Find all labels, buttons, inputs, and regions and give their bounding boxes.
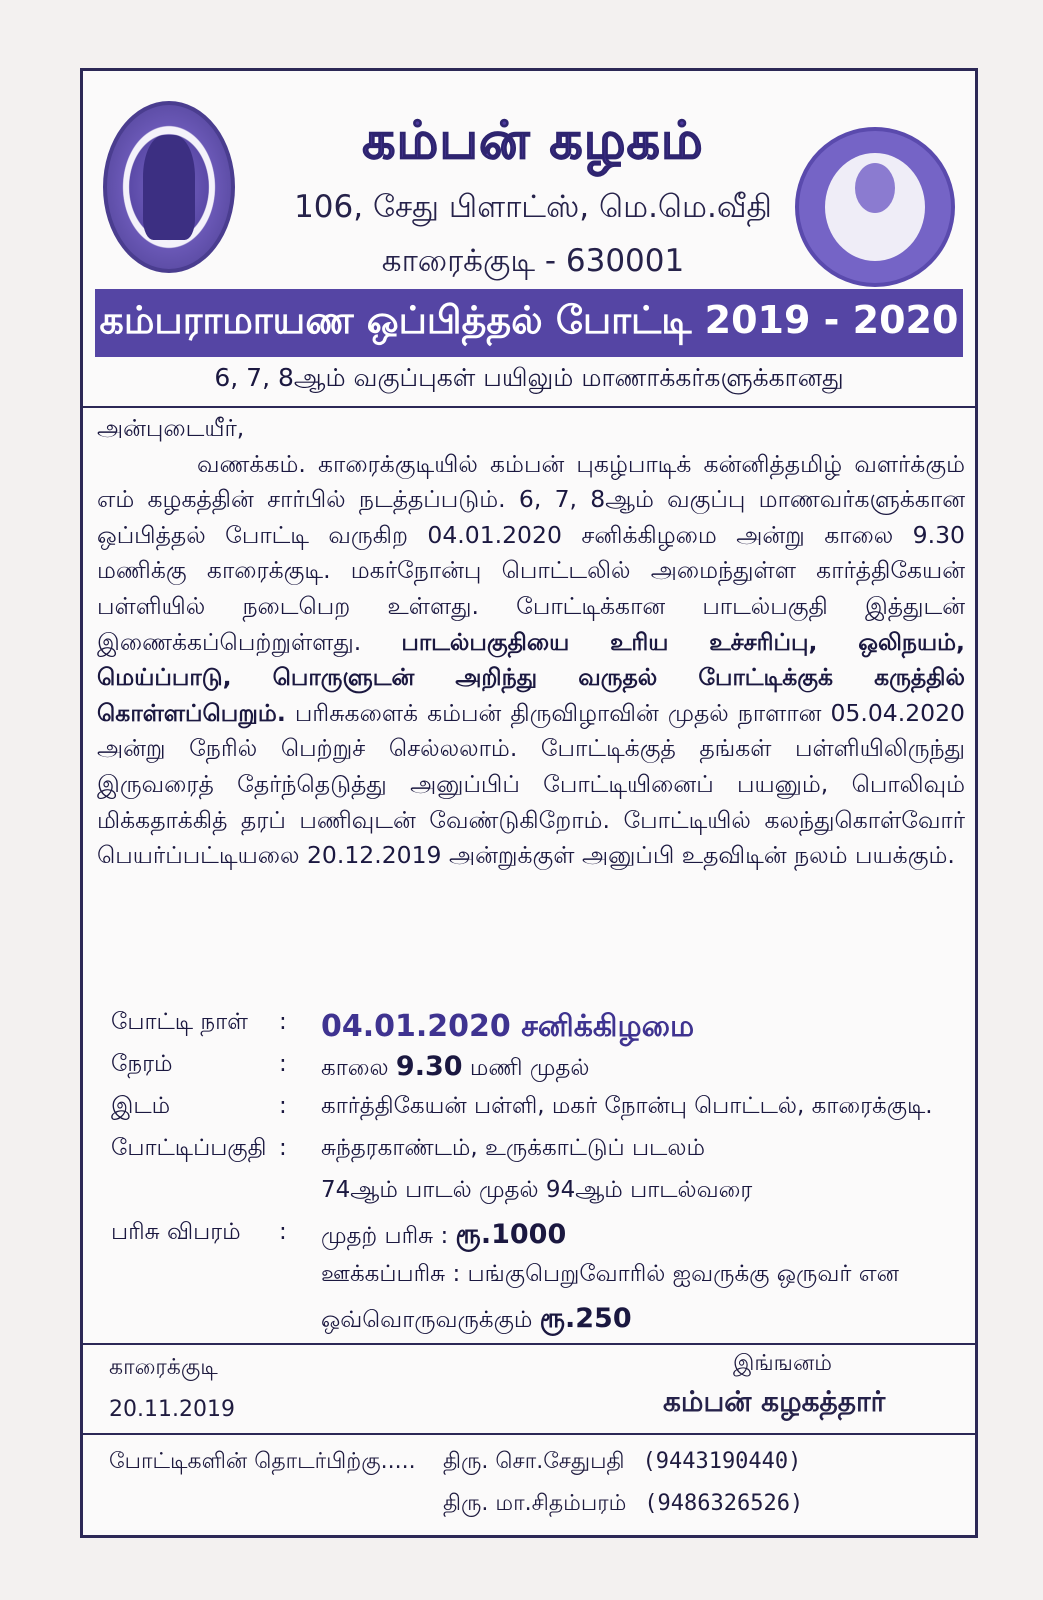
date-value: 04.01.2020 சனிக்கிழமை xyxy=(321,1009,695,1044)
paragraph-part-2: பரிசுகளைக் கம்பன் திருவிழாவின் முதல் நாளான 05.04.2020 அன்று நேரில் பெற்றுச் செல்லலாம். போட்டிக்குத் தங்கள் பள்ளியிலிருந்து இருவரைத் தேர்ந்தெடுத்து அனுப்பிப் போட்டியினைப் பயனும், பொலிவும் மிக்கதாக்கித் தரப் பணிவுடன் வேண்டுகிறோம். போட்டியில் கலந்துகொள்வோர் பெயர்ப்பட்டியலை 20.12.2019 அன்றுக்குள் அனுப்பி உதவிடின் நலம் பயக்கும். xyxy=(97,698,966,870)
prize-label: பரிசு விபரம் xyxy=(111,1219,241,1245)
detail-row-section-cont xyxy=(111,1177,961,1219)
section-value-1: சுந்தரகாண்டம், உருக்காட்டுப் படலம் xyxy=(321,1135,705,1161)
portrait-frame xyxy=(825,153,925,261)
portrait-face xyxy=(855,163,895,213)
letter-paragraph xyxy=(97,447,965,874)
signer: கம்பன் கழகத்தார் xyxy=(663,1385,886,1418)
detail-row-consolation xyxy=(111,1261,961,1303)
detail-row-time xyxy=(111,1051,961,1093)
competition-details xyxy=(111,1009,961,1345)
colon: : xyxy=(279,1093,287,1119)
section-value-2: 74ஆம் பாடல் முதல் 94ஆம் பாடல்வரை xyxy=(321,1177,753,1203)
time-label: நேரம் xyxy=(111,1051,173,1077)
time-number: 9.30 xyxy=(395,1051,463,1082)
header xyxy=(83,71,975,289)
consolation-each xyxy=(321,1303,961,1338)
contact-1-phone: (9443190440) xyxy=(642,1449,802,1474)
first-prize-label: முதற் பரிசு : xyxy=(321,1223,449,1249)
detail-row-venue xyxy=(111,1093,961,1135)
detail-row-date xyxy=(111,1009,961,1051)
notice-sheet xyxy=(80,68,978,1538)
venue-value: கார்த்திகேயன் பள்ளி, மகர் நோன்பு பொட்டல், காரைக்குடி. xyxy=(321,1093,933,1119)
consolation-amount: ரூ.250 xyxy=(539,1303,632,1334)
date-label: போட்டி நாள் xyxy=(111,1009,248,1035)
detail-row-consolation-amount xyxy=(111,1303,961,1345)
contact-block xyxy=(83,1433,975,1535)
colon: : xyxy=(279,1219,287,1245)
letter-body xyxy=(97,411,965,874)
competition-banner: கம்பராமாயண ஒப்பித்தல் போட்டி 2019 - 2020 xyxy=(95,289,963,357)
kamban-emblem-icon xyxy=(103,101,235,273)
signature-block xyxy=(83,1343,975,1435)
contact-1 xyxy=(443,1449,801,1477)
contact-2-name: திரு. மா.சிதம்பரம் xyxy=(443,1491,627,1516)
organization-name: கம்பன் கழகம் xyxy=(362,111,704,171)
salutation: அன்புடையீர், xyxy=(97,414,245,442)
address-line-2: காரைக்குடி - 630001 xyxy=(381,243,685,279)
place: காரைக்குடி xyxy=(109,1355,218,1380)
venue-label: இடம் xyxy=(111,1093,171,1119)
first-prize xyxy=(321,1219,961,1254)
contact-label: போட்டிகளின் தொடர்பிற்கு..... xyxy=(109,1449,416,1474)
consolation-each-label: ஒவ்வொருவருக்கும் xyxy=(321,1307,533,1333)
paragraph-part-1: வணக்கம். காரைக்குடியில் கம்பன் புகழ்பாடிக் கன்னித்தமிழ் வளர்க்கும் எம் கழகத்தின் சார்பில் நடத்தப்படும். 6, 7, 8ஆம் வகுப்பு மாணவர்களுக்கான ஒப்பித்தல் போட்டி வருகிற 04.01.2020 சனிக்கிழமை அன்று காலை 9.30 மணிக்கு காரைக்குடி. மகர்நோன்பு பொட்டலில் அமைந்துள்ள கார்த்திகேயன் பள்ளியில் நடைபெற உள்ளது. போட்டிக்கான பாடல்பகுதி இத்துடன் இணைக்கப்பெற்றுள்ளது. xyxy=(97,449,965,656)
time-prefix: காலை xyxy=(321,1055,389,1081)
paragraph-bold: பாடல்பகுதியை உரிய உச்சரிப்பு, ஒலிநயம், மெய்ப்பாடு, பொருளுடன் அறிந்து வருதல் போட்டிக்குக் கருத்தில் கொள்ளப்பெறும். xyxy=(97,627,965,727)
issue-date: 20.11.2019 xyxy=(109,1397,235,1422)
regards: இங்ஙனம் xyxy=(733,1351,832,1376)
colon: : xyxy=(279,1051,287,1077)
detail-row-prize xyxy=(111,1219,961,1261)
contact-1-name: திரு. சொ.சேதுபதி xyxy=(443,1449,625,1474)
section-label: போட்டிப்பகுதி xyxy=(111,1135,267,1161)
colon: : xyxy=(279,1135,287,1161)
contact-2 xyxy=(443,1491,803,1519)
statue-figure xyxy=(143,135,195,240)
time-value xyxy=(321,1051,961,1084)
detail-row-section xyxy=(111,1135,961,1177)
time-suffix: மணி முதல் xyxy=(469,1055,590,1081)
contact-2-phone: (9486326526) xyxy=(644,1491,804,1516)
address-line-1: 106, சேது பிளாட்ஸ், மெ.மெ.வீதி xyxy=(294,189,772,225)
eligibility-subtitle: 6, 7, 8ஆம் வகுப்புகள் பயிலும் மாணாக்கர்களுக்கானது xyxy=(83,363,975,408)
portrait-seal-icon xyxy=(795,127,955,287)
first-prize-amount: ரூ.1000 xyxy=(455,1219,567,1250)
colon: : xyxy=(279,1009,287,1035)
consolation-label: ஊக்கப்பரிசு : பங்குபெறுவோரில் ஐவருக்கு ஒருவர் என xyxy=(321,1261,899,1287)
